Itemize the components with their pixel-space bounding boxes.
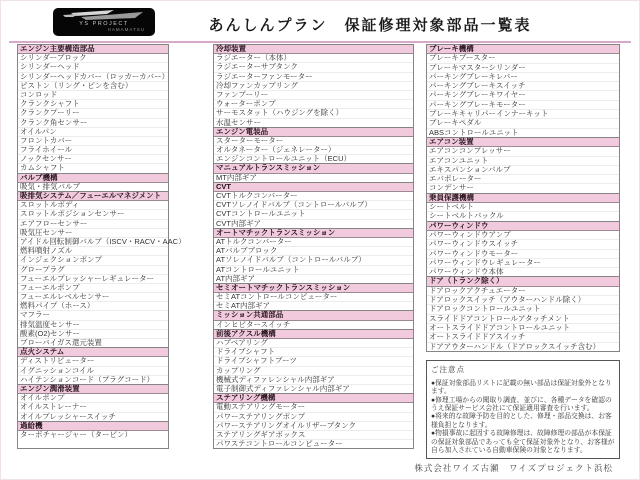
section-header: エンジン電装品 — [214, 128, 413, 137]
parts-section — [17, 191, 186, 348]
part-item: オイルストレーナー — [18, 403, 168, 412]
part-item: エンジンコントロールユニット（ECU） — [216, 154, 352, 164]
part-item: サーモスタット（ハウジングを除く） — [214, 109, 413, 118]
part-item: コンデンサー — [429, 183, 474, 193]
part-item: ATバルブブロック — [214, 247, 413, 256]
part-item: ドアロックコントロールユニット — [427, 305, 619, 314]
part-item: パワーステアリングオイルリザーブタンク — [214, 422, 413, 431]
section-header: ドア（トランク除く） — [427, 277, 619, 286]
parts-section — [17, 173, 169, 192]
part-item: シートベルトバックル — [429, 211, 504, 221]
part-item: ドライブシャフト — [214, 348, 413, 357]
part-item: フロントカバー — [18, 137, 168, 146]
header-divider — [9, 41, 631, 43]
part-item: オートスライドドアコントロールユニット — [427, 324, 619, 333]
part-item: 機械式ディファレンシャル内部ギア — [214, 376, 413, 385]
part-item: フューエルポンプ — [18, 284, 168, 293]
part-item: シリンダーブロック — [18, 54, 168, 63]
parts-column-brake-body — [426, 44, 620, 459]
notice-item-list — [431, 380, 615, 456]
part-item: 冷却ファンカップリング — [214, 82, 413, 91]
part-item: ラジエーターサブタンク — [214, 63, 413, 72]
logo-text-hamamatsu: HAMAMATSU — [107, 27, 145, 32]
section-header: エンジン主要構造部品 — [18, 45, 168, 54]
part-item: ハイテンションコード（プラグコード） — [20, 374, 155, 384]
part-item: シリンダーヘッド — [18, 63, 168, 72]
part-item: パワーウィンドウスイッチ — [427, 240, 619, 249]
section-header: ステアリング機構 — [214, 394, 413, 403]
footer-credit: 株式会社ワイズ古瀬 ワイズプロジェクト浜松 — [414, 463, 613, 473]
parts-column-cooling-drivetrain — [213, 44, 414, 449]
part-item: ATソレノイドバルブ（コントロールバルブ） — [214, 256, 413, 265]
part-item: 排気温度センサー — [18, 321, 168, 330]
parts-section — [213, 393, 414, 449]
parts-section — [213, 310, 414, 329]
part-item: フライホイール — [18, 146, 168, 155]
part-item: オイルパン — [18, 128, 168, 137]
part-item: オルタネーター（ジェネレーター） — [214, 146, 413, 155]
parts-section — [213, 127, 414, 165]
part-item: オートスライドドアスイッチ — [427, 333, 619, 342]
part-item: インジェクションポンプ — [18, 256, 168, 265]
part-item: 酸素(O2)センサー — [18, 330, 168, 339]
part-item: ブレーキペダル — [427, 119, 619, 128]
parts-section — [213, 283, 414, 312]
part-item: ドライブシャフトブーツ — [214, 357, 413, 366]
part-item: 電動ステアリングモーター — [214, 403, 413, 412]
part-item: パーキングブレーキスイッチ — [427, 82, 619, 91]
parts-section — [426, 221, 620, 278]
part-item: ATコントロールユニット — [214, 266, 413, 275]
part-item: エアフローセンサー — [18, 220, 168, 229]
section-header: マニュアルトランスミッション — [214, 164, 413, 173]
part-item: エキスパンションバルブ — [427, 166, 619, 175]
part-item: 燃料パイプ（ホース） — [18, 302, 168, 311]
part-item: 電子制御式ディファレンシャル内部ギア — [216, 383, 350, 393]
part-item: 水温センサー — [216, 117, 261, 127]
notice-item: ●保証対象部品リストに記載の無い部品は保証対象外となります。 — [431, 379, 612, 396]
part-item: マフラー — [18, 311, 168, 320]
notice-item: ●修理工場からの聞取り調査、並びに、各種データを確認のうえ保証サービス会社にて保証適用審査を行います。 — [431, 396, 612, 413]
part-item: エバポレーター — [427, 175, 619, 184]
part-item: パーキングブレーキモーター — [427, 101, 619, 110]
parts-section — [17, 384, 169, 422]
part-item: ターボチャージャー（タービン） — [20, 429, 132, 439]
parts-section — [213, 163, 414, 182]
part-item: セミATコントロールコンピューター — [214, 293, 413, 302]
part-item: スターターモーター — [214, 137, 413, 146]
part-item: オイルプレッシャースイッチ — [20, 411, 116, 421]
part-item: ハブベアリング — [214, 339, 413, 348]
part-item: ABSコントロールユニット — [429, 127, 519, 137]
part-item: ブレーキキャリパーインナーキット — [427, 110, 619, 119]
part-item: ブレーキマスターシリンダー — [427, 64, 619, 73]
page-title: あんしんプラン 保証修理対象部品一覧表 — [208, 17, 532, 34]
part-item: CVTトルクコンバーター — [214, 192, 413, 201]
part-item: AT内部ギア — [216, 273, 256, 283]
parts-section — [426, 276, 620, 351]
section-header: オートマチックトランスミッション — [214, 229, 413, 238]
section-header: エンジン潤滑装置 — [18, 385, 168, 394]
part-item: ディストリビューター — [18, 357, 168, 366]
section-header: 過給機 — [18, 422, 168, 431]
part-item: ノックセンサー — [18, 155, 168, 164]
parts-section — [426, 137, 620, 194]
part-item: パワーウィンドウ本体 — [429, 267, 504, 277]
part-item: クランクシャフト — [18, 100, 168, 109]
section-header: 吸排気システム／フューエルマネジメント — [18, 192, 168, 201]
parts-section — [17, 44, 169, 174]
part-item: CVT内部ギア — [216, 218, 261, 228]
part-item: セミAT内部ギア — [216, 301, 271, 311]
notice-item: ●将来的な故障予防を目的とした、修理・部品交換は、お客様負担となります。 — [431, 413, 612, 429]
notice-item: ●物損事故に起因する故障修理は、故障修理の部品が本保証の保証対象部品であっても全て保証対象外となり、お客様が自ら加入されている自動車保険の対象となります。 — [431, 430, 615, 455]
part-item: パーキングブレーキワイヤー — [427, 91, 619, 100]
part-item: アイドル回転制御バルブ（ISCV・RACV・AAC） — [20, 236, 186, 246]
parts-section — [426, 44, 620, 138]
part-item: MT内部ギア — [216, 172, 257, 182]
part-item: パワーウィンドウアンプ — [427, 231, 619, 240]
parts-section — [213, 182, 414, 229]
part-item: 吸気・排気バルブ — [20, 181, 80, 191]
part-item: ステアリングギアボックス — [214, 431, 413, 440]
section-header: パワーウィンドウ — [427, 222, 619, 231]
part-item: スロットルボディ — [18, 201, 168, 210]
part-item: ラジエーターファンモーター — [214, 73, 413, 82]
section-header: エアコン装置 — [427, 138, 619, 147]
part-item: ウォーターポンプ — [214, 100, 413, 109]
brake-body-sections — [426, 44, 620, 352]
logo-text-ys-project: YS PROJECT — [79, 21, 129, 27]
part-item: クランクプーリー — [18, 109, 168, 118]
parts-section — [213, 329, 414, 394]
section-header: 冷却装置 — [214, 45, 413, 54]
section-header: CVT — [214, 183, 413, 192]
part-item: CVTソレノイドバルブ（コントロールバルブ） — [214, 201, 413, 210]
part-item: ドアアウターハンドル（ドアロックスイッチ含む） — [429, 341, 601, 351]
section-header: 乗員保護機構 — [427, 194, 619, 203]
parts-section — [17, 347, 169, 385]
part-item: コンロッド — [18, 91, 168, 100]
parts-column-engine — [17, 44, 186, 449]
part-item: パーキングブレーキレバー — [427, 73, 619, 82]
section-header: ブレーキ機構 — [427, 45, 619, 54]
part-item: スロットルポジションセンサー — [18, 210, 168, 219]
part-item: カムシャフト — [20, 163, 65, 173]
part-item: 燃料噴射ノズル — [18, 247, 168, 256]
part-item: フューエルレベルセンサー — [18, 293, 168, 302]
part-item: CVTコントロールユニット — [214, 210, 413, 219]
part-item: パワーステアリングポンプ — [214, 413, 413, 422]
part-item: ATトルクコンバーター — [214, 238, 413, 247]
section-header: 前後アクスル機構 — [214, 330, 413, 339]
part-item: オイルポンプ — [18, 394, 168, 403]
notice-title: ご注意点 — [431, 364, 465, 374]
parts-section — [213, 44, 414, 128]
section-header: セミオートマチックトランスミッション — [214, 284, 413, 293]
section-header: 点火システム — [18, 348, 168, 357]
part-item: ラジエーター（本体） — [214, 54, 413, 63]
notice-box — [426, 360, 620, 460]
part-item: グロープラグ — [18, 266, 168, 275]
parts-section — [213, 228, 414, 284]
section-header: バルブ機構 — [18, 174, 168, 183]
part-item: インヒビタースイッチ — [216, 319, 291, 329]
part-item: ブレーキブースター — [427, 54, 619, 63]
part-item: スライドドアコントロールアタッチメント — [427, 315, 619, 324]
part-item: シートベルト — [427, 203, 619, 212]
part-item: パワステコントロールコンピューター — [216, 439, 343, 449]
part-item: パワーウィンドウモーター — [427, 250, 619, 259]
part-item: 吸気圧センサー — [18, 229, 168, 238]
part-item: フューエルプレッシャーレギュレーター — [18, 275, 168, 284]
part-item: ファンプーリー — [214, 91, 413, 100]
part-item: イグニッションコイル — [18, 367, 168, 376]
part-item: ドアロックアクチュエーター — [427, 287, 619, 296]
section-header: ミッション共通部品 — [214, 311, 413, 320]
part-item: エアコンユニット — [427, 157, 619, 166]
part-item: シリンダーヘッドカバー（ロッカーカバー） — [20, 71, 170, 81]
part-item: ピストン（リング・ピンを含む） — [18, 82, 168, 91]
parts-section — [17, 421, 169, 449]
part-item: パワーウィンドウレギュレーター — [427, 259, 619, 268]
part-item: エアコンコンプレッサー — [427, 147, 619, 156]
part-item: クランク角センサー — [18, 119, 168, 128]
part-item: カップリング — [214, 367, 413, 376]
part-item: ブローバイガス還元装置 — [20, 338, 102, 347]
parts-section — [426, 193, 620, 222]
part-item: ドアロックスイッチ（アウターハンドル除く） — [427, 296, 619, 305]
